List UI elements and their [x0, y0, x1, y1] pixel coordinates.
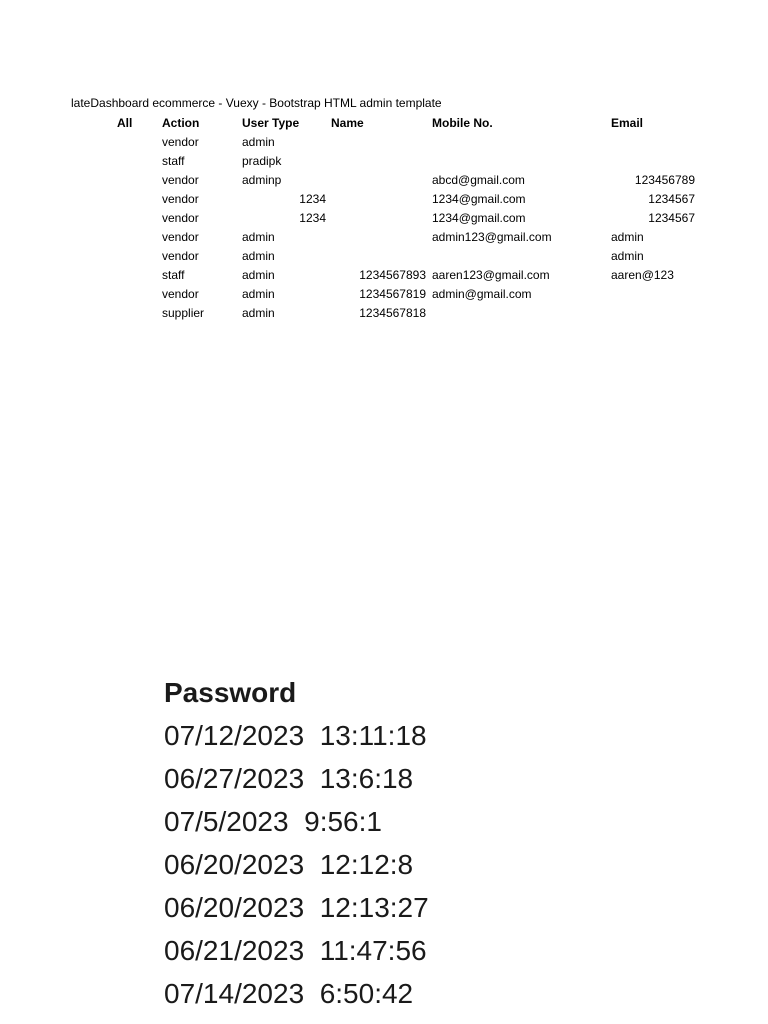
cell-user-type: adminp	[242, 173, 282, 187]
cell-email: 1234@gmail.com	[432, 192, 526, 206]
cell-user-type: admin	[242, 268, 275, 282]
password-entry: 07/12/2023 13:11:18	[164, 720, 427, 751]
cell-email: abcd@gmail.com	[432, 173, 525, 187]
cell-user-type: admin	[242, 135, 275, 149]
header-mobile-no: Mobile No.	[432, 116, 493, 130]
cell-email: aaren123@gmail.com	[432, 268, 550, 282]
table-row	[0, 304, 768, 323]
cell-name: 1234	[299, 211, 326, 225]
cell-action: staff	[162, 154, 185, 168]
header-all: All	[117, 116, 133, 130]
cell-user-type: admin	[242, 249, 275, 263]
cell-email: admin@gmail.com	[432, 287, 532, 301]
table-row	[0, 190, 768, 209]
password-entry: 07/5/2023 9:56:1	[164, 806, 382, 837]
header-name: Name	[331, 116, 364, 130]
table-row	[0, 285, 768, 304]
page-title: lateDashboard ecommerce - Vuexy - Bootstrap HTML admin template	[71, 96, 442, 110]
password-entry: 06/21/2023 11:47:56	[164, 935, 427, 966]
table-header-row	[0, 114, 768, 133]
cell-user-type: admin	[242, 306, 275, 320]
cell-user-type: admin	[242, 230, 275, 244]
cell-extra: 1234567	[648, 211, 695, 225]
password-entries	[164, 714, 604, 1024]
table-row	[0, 209, 768, 228]
cell-extra: admin	[611, 230, 644, 244]
cell-extra: aaren@123	[611, 268, 674, 282]
table-row	[0, 152, 768, 171]
cell-mobile-no: 1234567818	[359, 306, 426, 320]
header-user-type: User Type	[242, 116, 300, 130]
cell-action: staff	[162, 268, 185, 282]
cell-action: vendor	[162, 287, 199, 301]
table-row	[0, 247, 768, 266]
cell-extra: 123456789	[634, 173, 695, 187]
table-row	[0, 171, 768, 190]
cell-user-type: admin	[242, 287, 275, 301]
password-entry	[164, 1015, 604, 1024]
cell-email: admin123@gmail.com	[432, 230, 552, 244]
password-title: Password	[164, 677, 297, 708]
cell-mobile-no: 1234567819	[359, 287, 426, 301]
password-crop	[164, 672, 604, 1024]
password-entry: 06/27/2023 13:6:18	[164, 763, 414, 794]
cell-action: vendor	[162, 230, 199, 244]
cell-action: vendor	[162, 135, 199, 149]
cell-name: 1234	[299, 192, 326, 206]
cell-action: supplier	[162, 306, 205, 320]
table-row	[0, 133, 768, 152]
password-entry: 07/14/2023 6:50:42	[164, 978, 414, 1009]
password-entry: 06/20/2023 12:12:8	[164, 849, 414, 880]
cell-action: vendor	[162, 192, 199, 206]
password-entry: 06/20/2023 12:13:27	[164, 892, 429, 923]
header-action: Action	[162, 116, 200, 130]
cell-extra: 1234567	[648, 192, 695, 206]
table-row	[0, 266, 768, 285]
cell-mobile-no: 1234567893	[359, 268, 426, 282]
table-row	[0, 228, 768, 247]
cell-extra: admin	[611, 249, 644, 263]
cell-action: vendor	[162, 173, 199, 187]
header-email: Email	[611, 116, 644, 130]
cell-email: 1234@gmail.com	[432, 211, 526, 225]
cell-action: vendor	[162, 211, 199, 225]
cell-action: vendor	[162, 249, 199, 263]
cell-user-type: pradipk	[242, 154, 282, 168]
